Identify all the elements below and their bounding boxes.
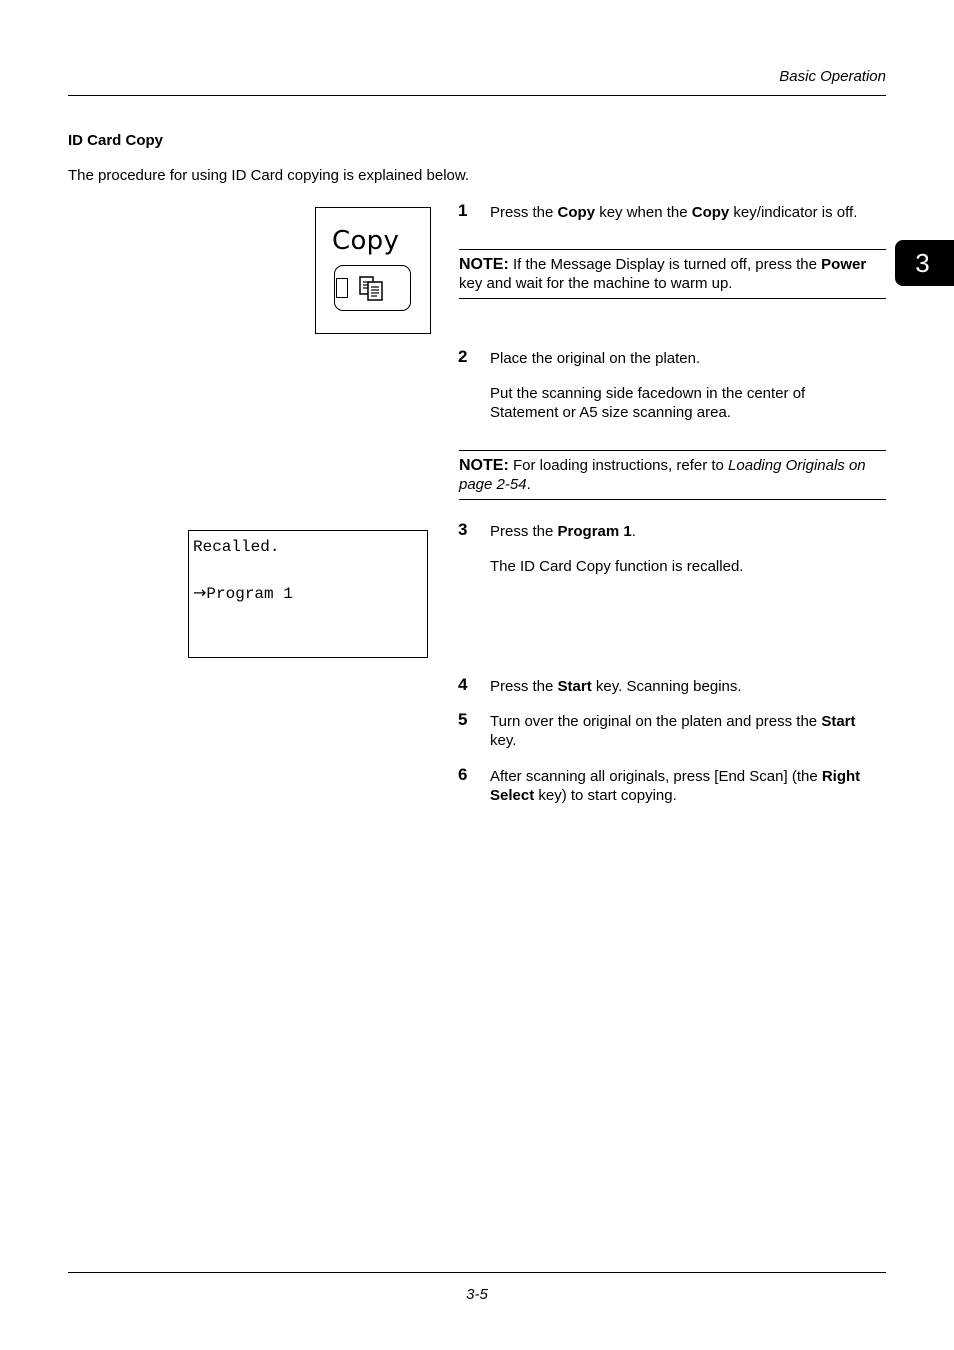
chapter-tab (895, 240, 954, 286)
chapter-number: 3 (915, 247, 930, 278)
step-2-detail: Put the scanning side facedown in the center of Statement or A5 size scanning area. (490, 385, 806, 421)
step-4-text: Press the Start key. Scanning begins. (490, 678, 742, 695)
page-number: 3-5 (466, 1286, 488, 1303)
step-2-number: 2 (458, 347, 468, 366)
message-display (188, 530, 428, 658)
step-1-text: Press the Copy key when the Copy key/indicator is off. (490, 204, 858, 221)
step-6-text: After scanning all originals, press [End Scan] (the Right Select key) to start copying. (490, 768, 861, 804)
step-3-detail: The ID Card Copy function is recalled. (490, 558, 744, 575)
arrow-icon: → (193, 583, 207, 602)
intro-text: The procedure for using ID Card copying is explained below. (68, 167, 470, 184)
display-line-2: →Program 1 (193, 583, 293, 603)
step-6-number: 6 (458, 765, 468, 784)
copy-key-illustration (315, 207, 431, 334)
copy-key-label: Copy (332, 226, 400, 256)
running-head: Basic Operation (779, 68, 886, 85)
note-power: NOTE: If the Message Display is turned off, press the Power key and wait for the machine to warm up. (459, 249, 886, 299)
footer-rule (68, 1272, 886, 1273)
step-3-text: Press the Program 1. (490, 523, 636, 540)
copy-indicator-light (336, 278, 348, 298)
step-1-number: 1 (458, 201, 468, 220)
step-2-text: Place the original on the platen. (490, 350, 701, 367)
note-loading: NOTE: For loading instructions, refer to Loading Originals on page 2-54. (459, 450, 886, 500)
section-title: ID Card Copy (68, 132, 164, 149)
step-5-text: Turn over the original on the platen and press the Start key. (490, 713, 856, 749)
header-rule (68, 95, 886, 96)
step-4-number: 4 (458, 675, 468, 694)
display-line-1: Recalled. (193, 538, 280, 556)
step-5-number: 5 (458, 710, 468, 729)
step-3-number: 3 (458, 520, 468, 539)
copy-pages-icon (358, 275, 388, 303)
